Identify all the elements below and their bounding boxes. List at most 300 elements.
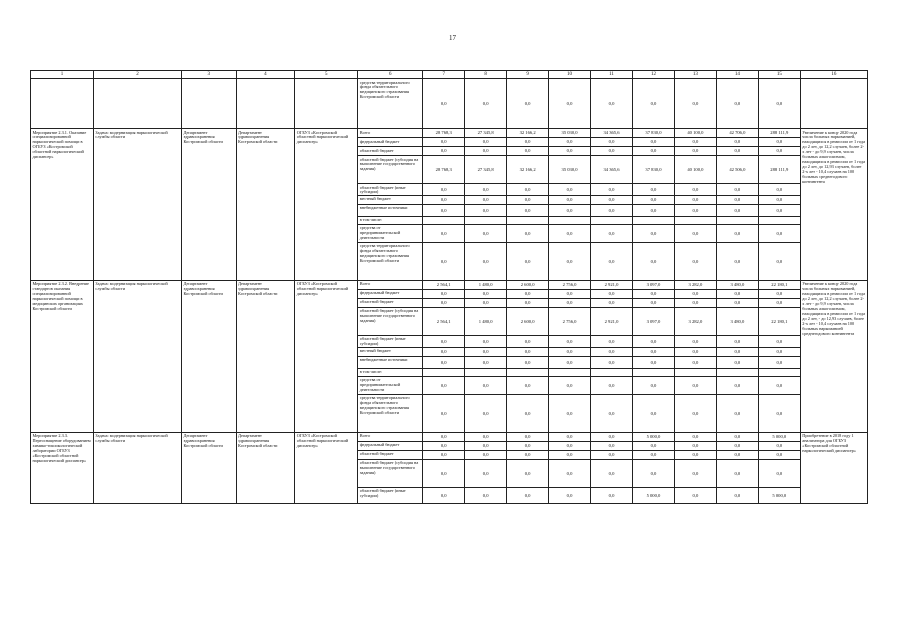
funding-value: 0,0 — [591, 242, 633, 280]
funding-value — [465, 216, 507, 224]
funding-value: 0,0 — [632, 184, 674, 196]
funding-source-label: областной бюджет — [358, 147, 423, 156]
funding-value: 0,0 — [716, 487, 758, 503]
funding-value: 3 480,0 — [716, 280, 758, 289]
funding-value: 5 000,0 — [632, 487, 674, 503]
funding-value: 0,0 — [507, 487, 549, 503]
funding-value: 1 480,0 — [465, 280, 507, 289]
funding-value: 0,0 — [423, 184, 465, 196]
column-number: 6 — [358, 71, 423, 79]
expected-result: Приобретение в 2018 году 1 анализатора для ОГБУЗ «Костромской областной наркологический диспансер» — [800, 432, 867, 503]
funding-value: 0,0 — [465, 394, 507, 432]
funding-value: 37 830,0 — [632, 129, 674, 138]
funding-value: 0,0 — [632, 394, 674, 432]
funding-value: 0,0 — [507, 347, 549, 356]
funding-value: 3 282,0 — [674, 307, 716, 335]
funding-value: 0,0 — [591, 459, 633, 487]
funding-value: 0,0 — [507, 184, 549, 196]
funding-value: 2 756,0 — [549, 307, 591, 335]
funding-source-label: средства территориального фонда обязательного медицинского страхования Костромской области — [358, 242, 423, 280]
funding-value: 0,0 — [507, 394, 549, 432]
funding-value: 5 000,0 — [758, 487, 800, 503]
empty-cell — [93, 79, 181, 129]
funding-value: 0,0 — [674, 184, 716, 196]
empty-cell — [182, 79, 237, 129]
funding-value: 0,0 — [549, 298, 591, 307]
funding-value — [549, 216, 591, 224]
funding-value: 0,0 — [758, 335, 800, 347]
funding-value — [632, 216, 674, 224]
column-number: 7 — [423, 71, 465, 79]
column-number: 10 — [549, 71, 591, 79]
measure-row — [31, 432, 868, 441]
funding-value: 0,0 — [591, 147, 633, 156]
funding-value: 2 921,0 — [591, 280, 633, 289]
funding-value — [758, 368, 800, 376]
funding-value: 0,0 — [716, 298, 758, 307]
funding-value: 0,0 — [632, 335, 674, 347]
funding-value: 0,0 — [465, 138, 507, 147]
funding-source-label: областной бюджет (субсидия на выполнение государственного задания) — [358, 156, 423, 184]
funding-value: 0,0 — [758, 298, 800, 307]
funding-value: 0,0 — [549, 376, 591, 394]
funding-value: 0,0 — [465, 459, 507, 487]
funding-value: 0,0 — [549, 242, 591, 280]
funding-value: 0,0 — [674, 147, 716, 156]
funding-source-label: федеральный бюджет — [358, 138, 423, 147]
funding-value: 0,0 — [591, 487, 633, 503]
funding-value: 35 030,0 — [549, 129, 591, 138]
funding-value: 0,0 — [465, 298, 507, 307]
funding-value: 35 030,0 — [549, 156, 591, 184]
funding-value: 0,0 — [632, 204, 674, 216]
page-number: 17 — [449, 34, 456, 42]
funding-value: 0,0 — [674, 347, 716, 356]
funding-value: 0,0 — [507, 356, 549, 368]
funding-value: 32 166,2 — [507, 156, 549, 184]
empty-cell — [800, 79, 867, 129]
funding-source-label: средства от предпринимательской деятельности — [358, 224, 423, 242]
funding-value: 0,0 — [758, 289, 800, 298]
column-number: 16 — [800, 71, 867, 79]
funding-value: 0,0 — [465, 224, 507, 242]
funding-source-label: областной бюджет (иные субсидии) — [358, 335, 423, 347]
funding-value — [591, 216, 633, 224]
measure-title: Мероприятие 2.3.2. Внедрение стандартов оказания специализированной наркологической помощи в медицинских организациях Костромской области — [31, 280, 94, 432]
funding-value: 0,0 — [591, 450, 633, 459]
funding-value: 0,0 — [632, 147, 674, 156]
column-number: 12 — [632, 71, 674, 79]
funding-value: 0,0 — [674, 195, 716, 204]
funding-value: 0,0 — [549, 450, 591, 459]
funding-value — [758, 216, 800, 224]
header-row — [31, 71, 868, 79]
funding-value: 0,0 — [674, 204, 716, 216]
funding-value: 0,0 — [716, 195, 758, 204]
funding-value: 0,0 — [674, 224, 716, 242]
funding-source-label: федеральный бюджет — [358, 289, 423, 298]
funding-value: 0,0 — [591, 79, 633, 129]
funding-value — [674, 216, 716, 224]
funding-value: 0,0 — [465, 184, 507, 196]
measure-row — [31, 280, 868, 289]
funding-value: 0,0 — [716, 441, 758, 450]
funding-value: 0,0 — [716, 376, 758, 394]
funding-value: 0,0 — [423, 487, 465, 503]
funding-value: 0,0 — [507, 195, 549, 204]
funding-source-label: внебюджетные источники — [358, 356, 423, 368]
funding-value: 0,0 — [423, 224, 465, 242]
funding-value: 0,0 — [549, 394, 591, 432]
funding-value: 0,0 — [507, 79, 549, 129]
funding-source-label: областной бюджет (иные субсидии) — [358, 487, 423, 503]
funding-value: 0,0 — [549, 79, 591, 129]
funding-value: 2 600,0 — [507, 307, 549, 335]
funding-value: 0,0 — [549, 335, 591, 347]
expected-result: Увеличение к концу 2020 года числа больных наркоманией, находящихся в ремиссии от 1 года до 2 лет, до 12,2 случаев, более 2-х лет - до 9,9 случаев, числа больных алкоголизмом, находящихся в ремиссии от 1 года до 2 лет, - до 12,93 случаев, более 2-х лет - 10,4 случаев на 100 больных наркоманией среднегодового контингента — [800, 280, 867, 432]
funding-value: 0,0 — [507, 432, 549, 441]
funding-value: 0,0 — [549, 224, 591, 242]
column-number: 13 — [674, 71, 716, 79]
funding-value: 0,0 — [758, 184, 800, 196]
funding-value: 0,0 — [465, 376, 507, 394]
funding-value: 27 345,8 — [465, 129, 507, 138]
funding-value: 0,0 — [674, 432, 716, 441]
funding-value: 2 564,1 — [423, 307, 465, 335]
funding-value: 0,0 — [716, 138, 758, 147]
funding-value: 0,0 — [465, 335, 507, 347]
funding-value: 0,0 — [758, 204, 800, 216]
funding-value: 0,0 — [591, 204, 633, 216]
funding-source-label: местный бюджет — [358, 347, 423, 356]
measure-title: Мероприятие 2.3.1. Оказание специализированной наркологической помощи в ОГБУЗ «Костромской областной наркологический диспансер» — [31, 129, 94, 281]
funding-value: 0,0 — [716, 184, 758, 196]
funding-value: 0,0 — [507, 289, 549, 298]
funding-value: 0,0 — [674, 394, 716, 432]
funding-value: 0,0 — [591, 432, 633, 441]
funding-source-label: местный бюджет — [358, 195, 423, 204]
funding-value: 0,0 — [507, 298, 549, 307]
funding-value: 0,0 — [716, 224, 758, 242]
funding-value: 22 180,1 — [758, 307, 800, 335]
funding-value: 0,0 — [465, 195, 507, 204]
funding-value: 0,0 — [632, 298, 674, 307]
funding-value — [716, 368, 758, 376]
funding-value: 0,0 — [507, 224, 549, 242]
funding-value: 2 600,0 — [507, 280, 549, 289]
funding-value: 0,0 — [507, 376, 549, 394]
funding-value: 5 000,0 — [758, 432, 800, 441]
funding-value: 0,0 — [758, 394, 800, 432]
funding-value: 0,0 — [591, 138, 633, 147]
funding-value: 0,0 — [423, 335, 465, 347]
funding-value: 0,0 — [716, 242, 758, 280]
funding-source-label: областной бюджет (субсидия на выполнение государственного задания) — [358, 459, 423, 487]
funding-value: 3 097,0 — [632, 307, 674, 335]
funding-value: 0,0 — [507, 450, 549, 459]
funding-value: 0,0 — [716, 432, 758, 441]
funding-value — [591, 368, 633, 376]
funding-value: 0,0 — [423, 298, 465, 307]
column-number: 9 — [507, 71, 549, 79]
funding-value: 0,0 — [674, 242, 716, 280]
funding-value: 0,0 — [549, 204, 591, 216]
funding-value: 2 921,0 — [591, 307, 633, 335]
measure-executor: ОГБУЗ «Костромской областной наркологический диспансер» — [295, 432, 358, 503]
funding-value: 0,0 — [549, 289, 591, 298]
column-number: 2 — [93, 71, 181, 79]
funding-value: 22 180,1 — [758, 280, 800, 289]
funding-value: 0,0 — [423, 147, 465, 156]
funding-value: 0,0 — [758, 242, 800, 280]
funding-value: 0,0 — [423, 347, 465, 356]
empty-cell — [31, 79, 94, 129]
funding-value: 32 166,2 — [507, 129, 549, 138]
funding-value: 40 100,0 — [674, 129, 716, 138]
funding-value: 0,0 — [591, 335, 633, 347]
measure-executor: ОГБУЗ «Костромской областной наркологический диспансер» — [295, 129, 358, 281]
funding-value: 0,0 — [591, 347, 633, 356]
measure-responsible: Департамент здравоохранения Костромской области — [236, 432, 295, 503]
funding-value: 0,0 — [591, 224, 633, 242]
funding-value: 0,0 — [549, 184, 591, 196]
funding-value: 0,0 — [549, 356, 591, 368]
measure-title: Мероприятие 2.3.3. Переоснащение оборудованием химико-токсикологической лаборатории ОГБУЗ «Костромской областной наркологический диспансер» — [31, 432, 94, 503]
funding-value: 28 768,3 — [423, 156, 465, 184]
funding-value: 0,0 — [632, 459, 674, 487]
funding-value: 0,0 — [716, 204, 758, 216]
funding-value — [507, 368, 549, 376]
funding-value: 0,0 — [716, 450, 758, 459]
funding-value: 0,0 — [549, 347, 591, 356]
funding-value: 0,0 — [716, 289, 758, 298]
funding-value: 0,0 — [465, 147, 507, 156]
funding-value: 0,0 — [758, 459, 800, 487]
funding-value: 0,0 — [549, 195, 591, 204]
funding-value: 0,0 — [632, 347, 674, 356]
funding-value: 0,0 — [423, 459, 465, 487]
column-number: 15 — [758, 71, 800, 79]
funding-value: 0,0 — [423, 138, 465, 147]
funding-value — [632, 368, 674, 376]
program-table — [30, 70, 868, 504]
funding-value: 0,0 — [549, 487, 591, 503]
funding-value: 1 480,0 — [465, 307, 507, 335]
funding-value: 0,0 — [465, 441, 507, 450]
funding-source-label: федеральный бюджет — [358, 441, 423, 450]
funding-value: 0,0 — [674, 335, 716, 347]
funding-value: 0,0 — [423, 79, 465, 129]
funding-source-label: в том числе: — [358, 216, 423, 224]
funding-value: 0,0 — [591, 195, 633, 204]
funding-value: 0,0 — [674, 289, 716, 298]
funding-value: 0,0 — [591, 376, 633, 394]
funding-value: 0,0 — [674, 138, 716, 147]
continuation-row — [31, 79, 868, 129]
funding-value: 0,0 — [465, 432, 507, 441]
funding-value: 0,0 — [632, 441, 674, 450]
funding-value — [507, 216, 549, 224]
funding-value: 0,0 — [465, 204, 507, 216]
funding-value: 0,0 — [549, 147, 591, 156]
funding-source-label: областной бюджет (субсидия на выполнение государственного задания) — [358, 307, 423, 335]
funding-value: 0,0 — [758, 147, 800, 156]
funding-value: 0,0 — [423, 289, 465, 298]
funding-value: 0,0 — [758, 79, 800, 129]
funding-value: 0,0 — [591, 441, 633, 450]
funding-value: 0,0 — [465, 450, 507, 459]
funding-source-label: областной бюджет — [358, 298, 423, 307]
funding-value: 0,0 — [423, 432, 465, 441]
funding-value: 28 768,3 — [423, 129, 465, 138]
funding-value: 0,0 — [632, 242, 674, 280]
column-number: 11 — [591, 71, 633, 79]
funding-value: 288 111,9 — [758, 129, 800, 138]
funding-value: 0,0 — [674, 376, 716, 394]
funding-value: 0,0 — [507, 335, 549, 347]
funding-value: 0,0 — [758, 224, 800, 242]
funding-value: 0,0 — [465, 79, 507, 129]
funding-value: 0,0 — [674, 79, 716, 129]
funding-value: 0,0 — [465, 356, 507, 368]
column-number: 5 — [295, 71, 358, 79]
measure-executor: ОГБУЗ «Костромской областной наркологический диспансер» — [295, 280, 358, 432]
funding-value: 3 097,0 — [632, 280, 674, 289]
funding-value: 0,0 — [632, 138, 674, 147]
funding-value: 0,0 — [465, 289, 507, 298]
funding-value: 0,0 — [674, 459, 716, 487]
funding-value: 3 480,0 — [716, 307, 758, 335]
funding-value: 0,0 — [758, 376, 800, 394]
measure-task: Задача: модернизация наркологической службы области — [93, 280, 181, 432]
funding-value: 0,0 — [507, 459, 549, 487]
funding-value: 0,0 — [716, 356, 758, 368]
funding-value: 0,0 — [758, 347, 800, 356]
funding-value: 42 706,0 — [716, 129, 758, 138]
funding-value: 0,0 — [632, 195, 674, 204]
funding-value: 0,0 — [423, 394, 465, 432]
measure-customer: Департамент здравоохранения Костромской области — [182, 129, 237, 281]
funding-value: 0,0 — [716, 347, 758, 356]
funding-value: 5 000,0 — [632, 432, 674, 441]
funding-value: 0,0 — [632, 79, 674, 129]
funding-value: 0,0 — [632, 376, 674, 394]
column-number: 14 — [716, 71, 758, 79]
funding-value: 0,0 — [465, 347, 507, 356]
funding-value: 288 111,9 — [758, 156, 800, 184]
measure-customer: Департамент здравоохранения Костромской области — [182, 280, 237, 432]
funding-value: 0,0 — [507, 204, 549, 216]
funding-source-label: областной бюджет — [358, 450, 423, 459]
funding-value: 2 564,1 — [423, 280, 465, 289]
funding-value: 0,0 — [632, 356, 674, 368]
measure-row — [31, 129, 868, 138]
funding-value: 0,0 — [758, 138, 800, 147]
funding-value: 0,0 — [423, 450, 465, 459]
funding-value: 0,0 — [465, 242, 507, 280]
measure-task: Задача: модернизация наркологической службы области — [93, 129, 181, 281]
empty-cell — [236, 79, 295, 129]
funding-value: 0,0 — [674, 441, 716, 450]
funding-value: 0,0 — [423, 441, 465, 450]
funding-value: 0,0 — [716, 147, 758, 156]
funding-value: 0,0 — [674, 450, 716, 459]
funding-value: 34 365,6 — [591, 156, 633, 184]
funding-source-label: областной бюджет (иные субсидии) — [358, 184, 423, 196]
funding-value: 0,0 — [716, 335, 758, 347]
measure-responsible: Департамент здравоохранения Костромской области — [236, 280, 295, 432]
funding-value: 0,0 — [632, 289, 674, 298]
funding-source-label: Всего — [358, 129, 423, 138]
funding-value: 40 100,0 — [674, 156, 716, 184]
funding-value: 0,0 — [758, 450, 800, 459]
funding-source-label: Всего — [358, 432, 423, 441]
empty-cell — [295, 79, 358, 129]
funding-value: 0,0 — [549, 138, 591, 147]
funding-value — [716, 216, 758, 224]
measure-customer: Департамент здравоохранения Костромской области — [182, 432, 237, 503]
funding-value — [549, 368, 591, 376]
funding-value: 0,0 — [549, 459, 591, 487]
column-number: 8 — [465, 71, 507, 79]
funding-value: 0,0 — [591, 394, 633, 432]
funding-value — [674, 368, 716, 376]
funding-value: 3 282,0 — [674, 280, 716, 289]
funding-value: 0,0 — [423, 242, 465, 280]
funding-value: 0,0 — [507, 138, 549, 147]
funding-value: 0,0 — [507, 147, 549, 156]
funding-value: 0,0 — [632, 224, 674, 242]
column-number: 3 — [182, 71, 237, 79]
funding-source-label: в том числе: — [358, 368, 423, 376]
funding-value: 0,0 — [423, 356, 465, 368]
funding-source-label: средства территориального фонда обязательного медицинского страхования Костромской области — [358, 394, 423, 432]
funding-value: 0,0 — [674, 298, 716, 307]
funding-value: 0,0 — [465, 487, 507, 503]
funding-value: 0,0 — [507, 242, 549, 280]
funding-value: 2 756,0 — [549, 280, 591, 289]
funding-source-label: средства территориального фонда обязательного медицинского страхования Костромской области — [358, 79, 423, 129]
funding-value: 0,0 — [591, 289, 633, 298]
measure-responsible: Департамент здравоохранения Костромской области — [236, 129, 295, 281]
funding-value: 0,0 — [549, 441, 591, 450]
funding-source-label: внебюджетные источники — [358, 204, 423, 216]
expected-result: Увеличение к концу 2020 года числа больных наркоманией, находящихся в ремиссии от 1 года до 2 лет, до 12,2 случаев, более 2-х лет - до 9,9 случаев, числа больных алкоголизмом, находящихся в ремиссии от 1 года до 2 лет, до 12,93 случаев, более 2-х лет - 10,4 случаев на 100 больных среднегодового контингента — [800, 129, 867, 281]
funding-value: 42 506,0 — [716, 156, 758, 184]
funding-value — [423, 216, 465, 224]
funding-value — [465, 368, 507, 376]
funding-value: 27 345,8 — [465, 156, 507, 184]
funding-value: 37 830,0 — [632, 156, 674, 184]
funding-value: 34 365,6 — [591, 129, 633, 138]
funding-value: 0,0 — [758, 195, 800, 204]
column-number: 4 — [236, 71, 295, 79]
funding-value: 0,0 — [674, 356, 716, 368]
funding-value: 0,0 — [549, 432, 591, 441]
funding-source-label: Всего — [358, 280, 423, 289]
funding-value: 0,0 — [716, 79, 758, 129]
funding-value: 0,0 — [591, 298, 633, 307]
funding-value: 0,0 — [423, 376, 465, 394]
funding-value: 0,0 — [591, 356, 633, 368]
funding-source-label: средства от предпринимательской деятельности — [358, 376, 423, 394]
funding-value: 0,0 — [716, 394, 758, 432]
funding-value: 0,0 — [758, 356, 800, 368]
funding-value: 0,0 — [423, 195, 465, 204]
funding-value: 0,0 — [632, 450, 674, 459]
funding-value: 0,0 — [591, 184, 633, 196]
funding-value: 0,0 — [716, 459, 758, 487]
